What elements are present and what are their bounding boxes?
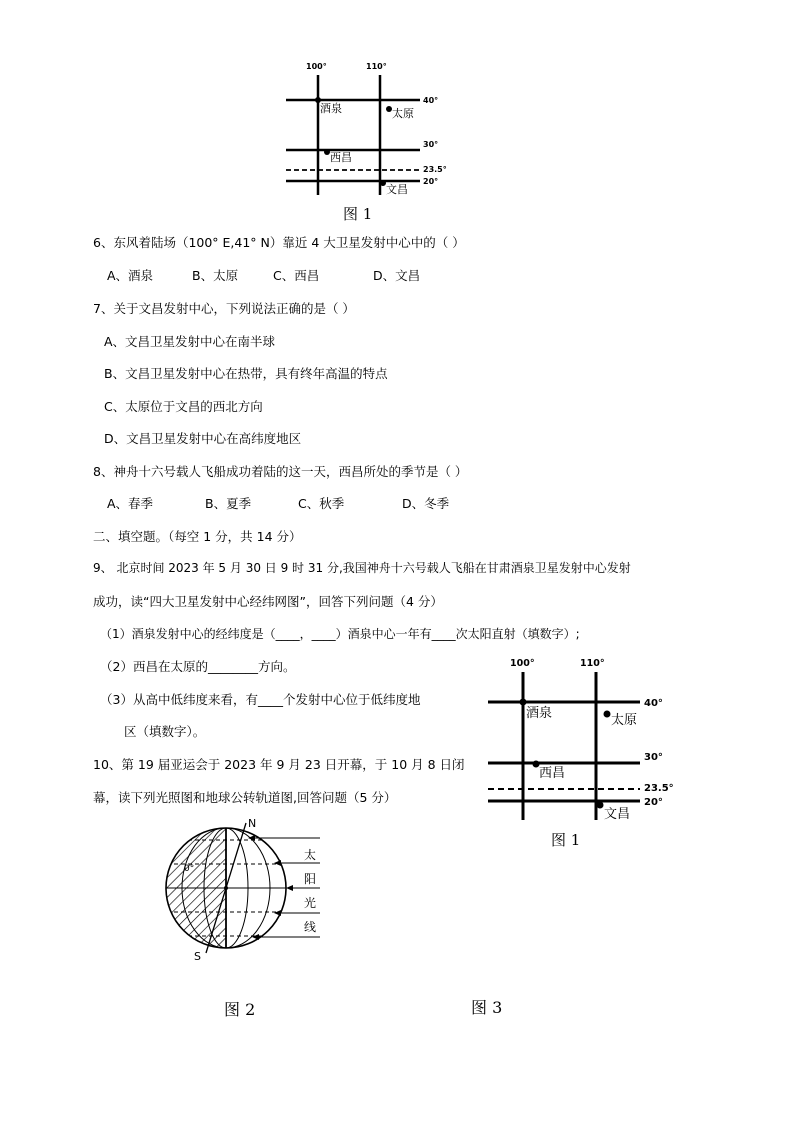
q7-option-a: A、文昌卫星发射中心在南半球 (104, 334, 276, 349)
lat-label-20: 20° (423, 177, 439, 186)
lat-label-23-5: 23.5° (423, 165, 447, 174)
lat-label-23-5: 23.5° (644, 783, 674, 794)
q6-option-b: B、太原 (192, 268, 239, 283)
figure2-caption: 图 2 (224, 1000, 256, 1019)
lon-label-110: 110° (366, 62, 387, 71)
sun-ray-label-char: 线 (304, 920, 317, 934)
q6-option-a: A、酒泉 (107, 268, 154, 283)
place-dot-jiuquan (520, 699, 527, 706)
place-label-jiuquan: 酒泉 (320, 102, 342, 115)
figure1-right-caption: 图 1 (551, 831, 581, 849)
figure3-caption: 图 3 (471, 998, 503, 1017)
q6-stem: 6、东风着陆场（100° E,41° N）靠近 4 大卫星发射中心中的（ ） (93, 235, 465, 250)
place-label-wenchang: 文昌 (604, 807, 631, 822)
section2-heading: 二、填空题。（每空 1 分，共 14 分） (93, 529, 302, 544)
q9-line1: 9、 北京时间 2023 年 5 月 30 日 9 时 31 分,我国神舟十六号载人飞船在甘肃酒泉卫星发射中心发射 (93, 561, 631, 575)
place-label-xichang: 西昌 (330, 151, 352, 164)
sun-ray-arrowhead (274, 860, 281, 866)
lon-label-100: 100° (510, 658, 535, 669)
sun-ray-arrowhead (274, 910, 281, 916)
q9-sub3b: 区（填数字）。 (124, 724, 206, 739)
q9-sub1: （1）酒泉发射中心的经纬度是（____，____）酒泉中心一年有____次太阳直射（填数字）; (100, 627, 580, 641)
place-label-taiyuan: 太原 (392, 107, 414, 120)
lon-label-100: 100° (306, 62, 327, 71)
q8-option-b: B、夏季 (205, 496, 252, 511)
place-label-taiyuan: 太原 (611, 713, 638, 728)
q8-option-a: A、春季 (107, 496, 154, 511)
sun-ray-label-char: 太 (304, 848, 317, 862)
q6-option-c: C、西昌 (273, 268, 320, 283)
q9-sub3a: （3）从高中低纬度来看，有____个发射中心位于低纬度地 (100, 692, 421, 707)
center-point (224, 886, 228, 890)
zero-degree-label: 0° (184, 864, 195, 874)
place-label-wenchang: 文昌 (386, 183, 408, 196)
place-label-xichang: 西昌 (539, 766, 566, 781)
q10-line2: 幕，读下列光照图和地球公转轨道图,回答问题（5 分） (93, 790, 397, 805)
sun-ray-arrowhead (286, 885, 293, 891)
lon-label-110: 110° (580, 658, 605, 669)
q7-stem: 7、关于文昌发射中心，下列说法正确的是（ ） (93, 301, 355, 316)
sun-ray-label-char: 光 (304, 896, 317, 910)
q8-stem: 8、神舟十六号载人飞船成功着陆的这一天，西昌所处的季节是（ ） (93, 464, 468, 479)
place-dot-wenchang (597, 802, 604, 809)
lat-label-30: 30° (644, 752, 663, 763)
figure1-top-caption: 图 1 (343, 205, 373, 223)
north-pole-label: N (248, 817, 257, 830)
q7-option-d: D、文昌卫星发射中心在高纬度地区 (104, 431, 302, 446)
q9-line2: 成功，读“四大卫星发射中心经纬网图”，回答下列问题（4 分） (93, 594, 443, 609)
figure1-top-grid-map (280, 55, 460, 200)
q9-sub2: （2）西昌在太原的________方向。 (100, 659, 296, 674)
place-label-jiuquan: 酒泉 (526, 706, 553, 721)
place-dot-taiyuan (604, 711, 611, 718)
q8-option-d: D、冬季 (402, 496, 450, 511)
lat-label-40: 40° (644, 698, 663, 709)
q8-option-c: C、秋季 (298, 496, 345, 511)
q7-option-b: B、文昌卫星发射中心在热带，具有终年高温的特点 (104, 366, 388, 381)
figure1-right-grid-map (480, 650, 680, 825)
lat-label-20: 20° (644, 797, 663, 808)
q7-option-c: C、太原位于文昌的西北方向 (104, 399, 263, 414)
lat-label-30: 30° (423, 140, 439, 149)
south-pole-label: S (194, 950, 201, 963)
q6-option-d: D、文昌 (373, 268, 421, 283)
q10-line1: 10、第 19 届亚运会于 2023 年 9 月 23 日开幕，于 10 月 8 日闭 (93, 757, 465, 772)
figure2-illumination-diagram (160, 815, 330, 965)
sun-ray-label-char: 阳 (304, 872, 317, 886)
lat-label-40: 40° (423, 96, 439, 105)
